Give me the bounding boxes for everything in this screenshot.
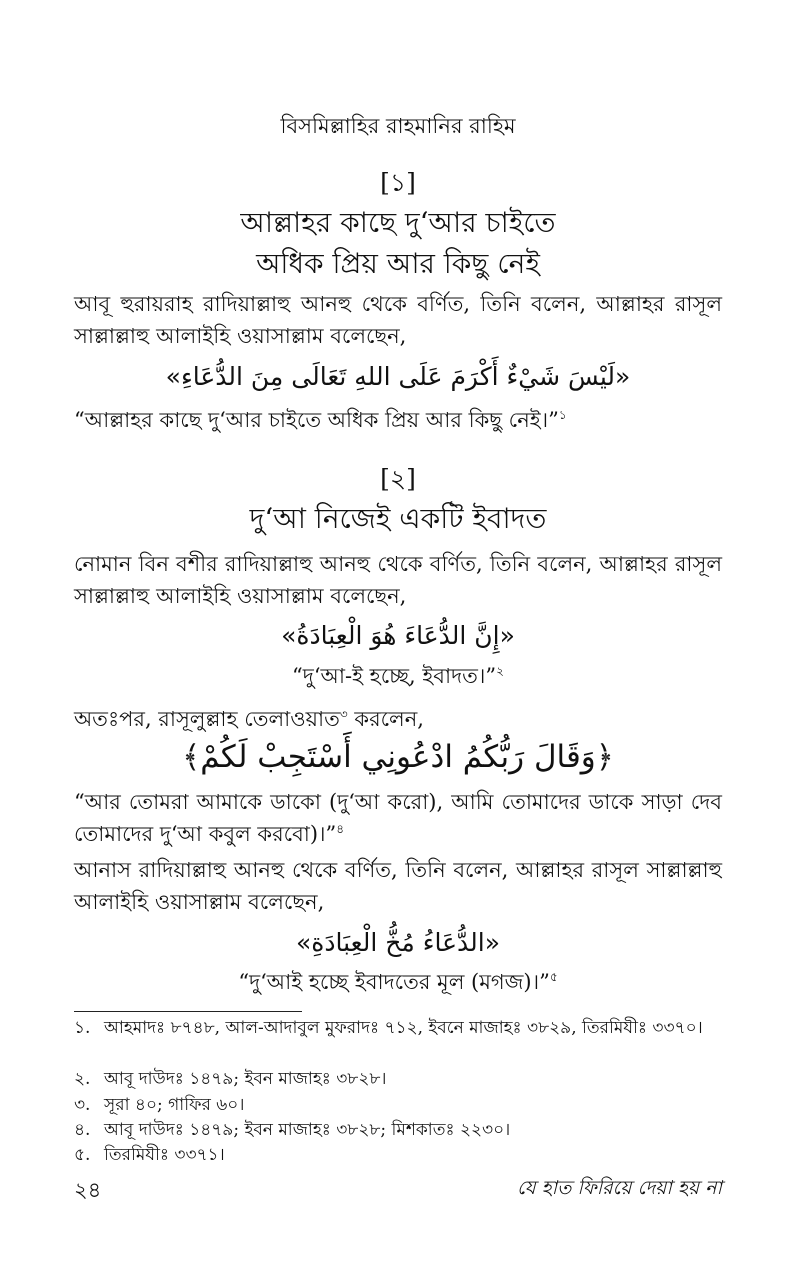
section-2-recitation-text-end: করলেন, — [347, 707, 424, 731]
section-1-translation — [74, 404, 722, 436]
footnote-2 — [74, 1068, 722, 1091]
section-2-hadith-1-intro: নোমান বিন বশীর রাদিয়াল্লাহু আনহু থেকে বর্ণিত, তিনি বলেন, আল্লাহর রাসূল সাল্লাল্লাহু আলাইহি ওয়াসাল্লাম বলেছেন, — [74, 552, 722, 608]
section-2-hadith-2-arabic: «الدُّعَاءُ مُخُّ الْعِبَادَةِ» — [295, 928, 500, 957]
section-2-quran-ayah-arabic: ﴿وَقَالَ رَبُّكُمُ ادْعُونِي أَسْتَجِبْ لَكُمْ﴾ — [182, 739, 614, 775]
footnote-ref-1: ১ — [558, 408, 567, 422]
page-number: ২৪ — [74, 1178, 102, 1202]
section-2-hadith-1-translation — [74, 660, 722, 692]
footnote-5 — [74, 1144, 722, 1167]
footnote-4-text: আবূ দাউদঃ ১৪৭৯; ইবন মাজাহঃ ৩৮২৮; মিশকাতঃ ২২৩০। — [104, 1120, 511, 1140]
section-2-hadith-1-translation-text: “দু‘আ-ই হচ্ছে, ইবাদত।” — [292, 664, 497, 688]
section-2-quran-ayah-translation — [74, 786, 722, 850]
footnote-ref-5: ৫ — [549, 970, 558, 984]
section-1-title-line-2: অধিক প্রিয় আর কিছু নেই — [256, 247, 540, 280]
section-2-recitation-line — [74, 703, 722, 735]
footnote-3-number: ৩. — [74, 1095, 91, 1115]
footnote-5-number: ৫. — [74, 1145, 91, 1165]
footnote-ref-2: ২ — [496, 664, 504, 678]
section-2-number: [২] — [380, 464, 416, 493]
footnote-1-text: আহমাদঃ ৮৭৪৮, আল-আদাবুল মুফরাদঃ ৭১২, ইবনে মাজাহঃ ৩৮২৯, তিরমিযীঃ ৩৩৭০। — [104, 1018, 703, 1038]
footnote-3-text: সূরা ৪০; গাফির ৬০। — [104, 1095, 245, 1115]
section-2-quran-ayah-translation-text: “আর তোমরা আমাকে ডাকো (দু‘আ করো), আমি তোমাদের ডাকে সাড়া দেব তোমাদের দু‘আ কবুল করবো)।” — [74, 790, 722, 846]
section-1-number: [১] — [380, 168, 416, 197]
footnote-4-number: ৪. — [74, 1120, 91, 1140]
footnote-5-text: তিরমিযীঃ ৩৩৭১। — [104, 1145, 225, 1165]
section-1-arabic-hadith: «لَيْسَ شَيْءٌ أَكْرَمَ عَلَى اللهِ تَعَالَى مِنَ الدُّعَاءِ» — [165, 362, 631, 391]
footnote-2-number: ২. — [74, 1069, 91, 1089]
footnote-4 — [74, 1119, 722, 1142]
footnote-1 — [74, 1017, 722, 1040]
footnote-2-text: আবূ দাউদঃ ১৪৭৯; ইবন মাজাহঃ ৩৮২৮। — [104, 1069, 387, 1089]
section-1-intro: আবূ হুরায়রাহ রাদিয়াল্লাহু আনহু থেকে বর্ণিত, তিনি বলেন, আল্লাহর রাসূল সাল্লাল্লাহু আলাইহি ওয়াসাল্লাম বলেছেন, — [74, 292, 722, 348]
footnote-3 — [74, 1094, 722, 1117]
section-2-hadith-2-translation — [74, 966, 722, 998]
section-1-title-line-1: আল্লাহর কাছে দু‘আর চাইতে — [240, 206, 556, 239]
footnote-divider — [74, 1011, 302, 1012]
running-book-title: যে হাত ফিরিয়ে দেয়া হয় না — [516, 1177, 722, 1199]
section-2-title: দু‘আ নিজেই একটি ইবাদত — [249, 502, 547, 535]
footnote-1-number: ১. — [74, 1018, 91, 1038]
section-2-hadith-2-translation-text: “দু‘আই হচ্ছে ইবাদতের মূল (মগজ)।” — [238, 970, 550, 994]
footnote-ref-4: ৪ — [336, 822, 345, 836]
section-2-hadith-1-arabic: «إِنَّ الدُّعَاءَ هُوَ الْعِبَادَةُ» — [281, 621, 515, 650]
section-2-hadith-2-intro: আনাস রাদিয়াল্লাহু আনহু থেকে বর্ণিত, তিনি বলেন, আল্লাহর রাসূল সাল্লাল্লাহু আলাইহি ওয়াসাল্লাম বলেছেন, — [74, 858, 722, 914]
section-2-recitation-text: অতঃপর, রাসূলুল্লাহ তেলাওয়াত — [74, 707, 340, 731]
basmala-heading: বিসমিল্লাহির রাহমানির রাহিম — [280, 114, 516, 138]
book-page — [74, 0, 722, 1275]
section-1-translation-text: “আল্লাহর কাছে দু‘আর চাইতে অধিক প্রিয় আর কিছু নেই।” — [74, 408, 559, 432]
footnote-ref-3: ৩ — [339, 707, 348, 721]
